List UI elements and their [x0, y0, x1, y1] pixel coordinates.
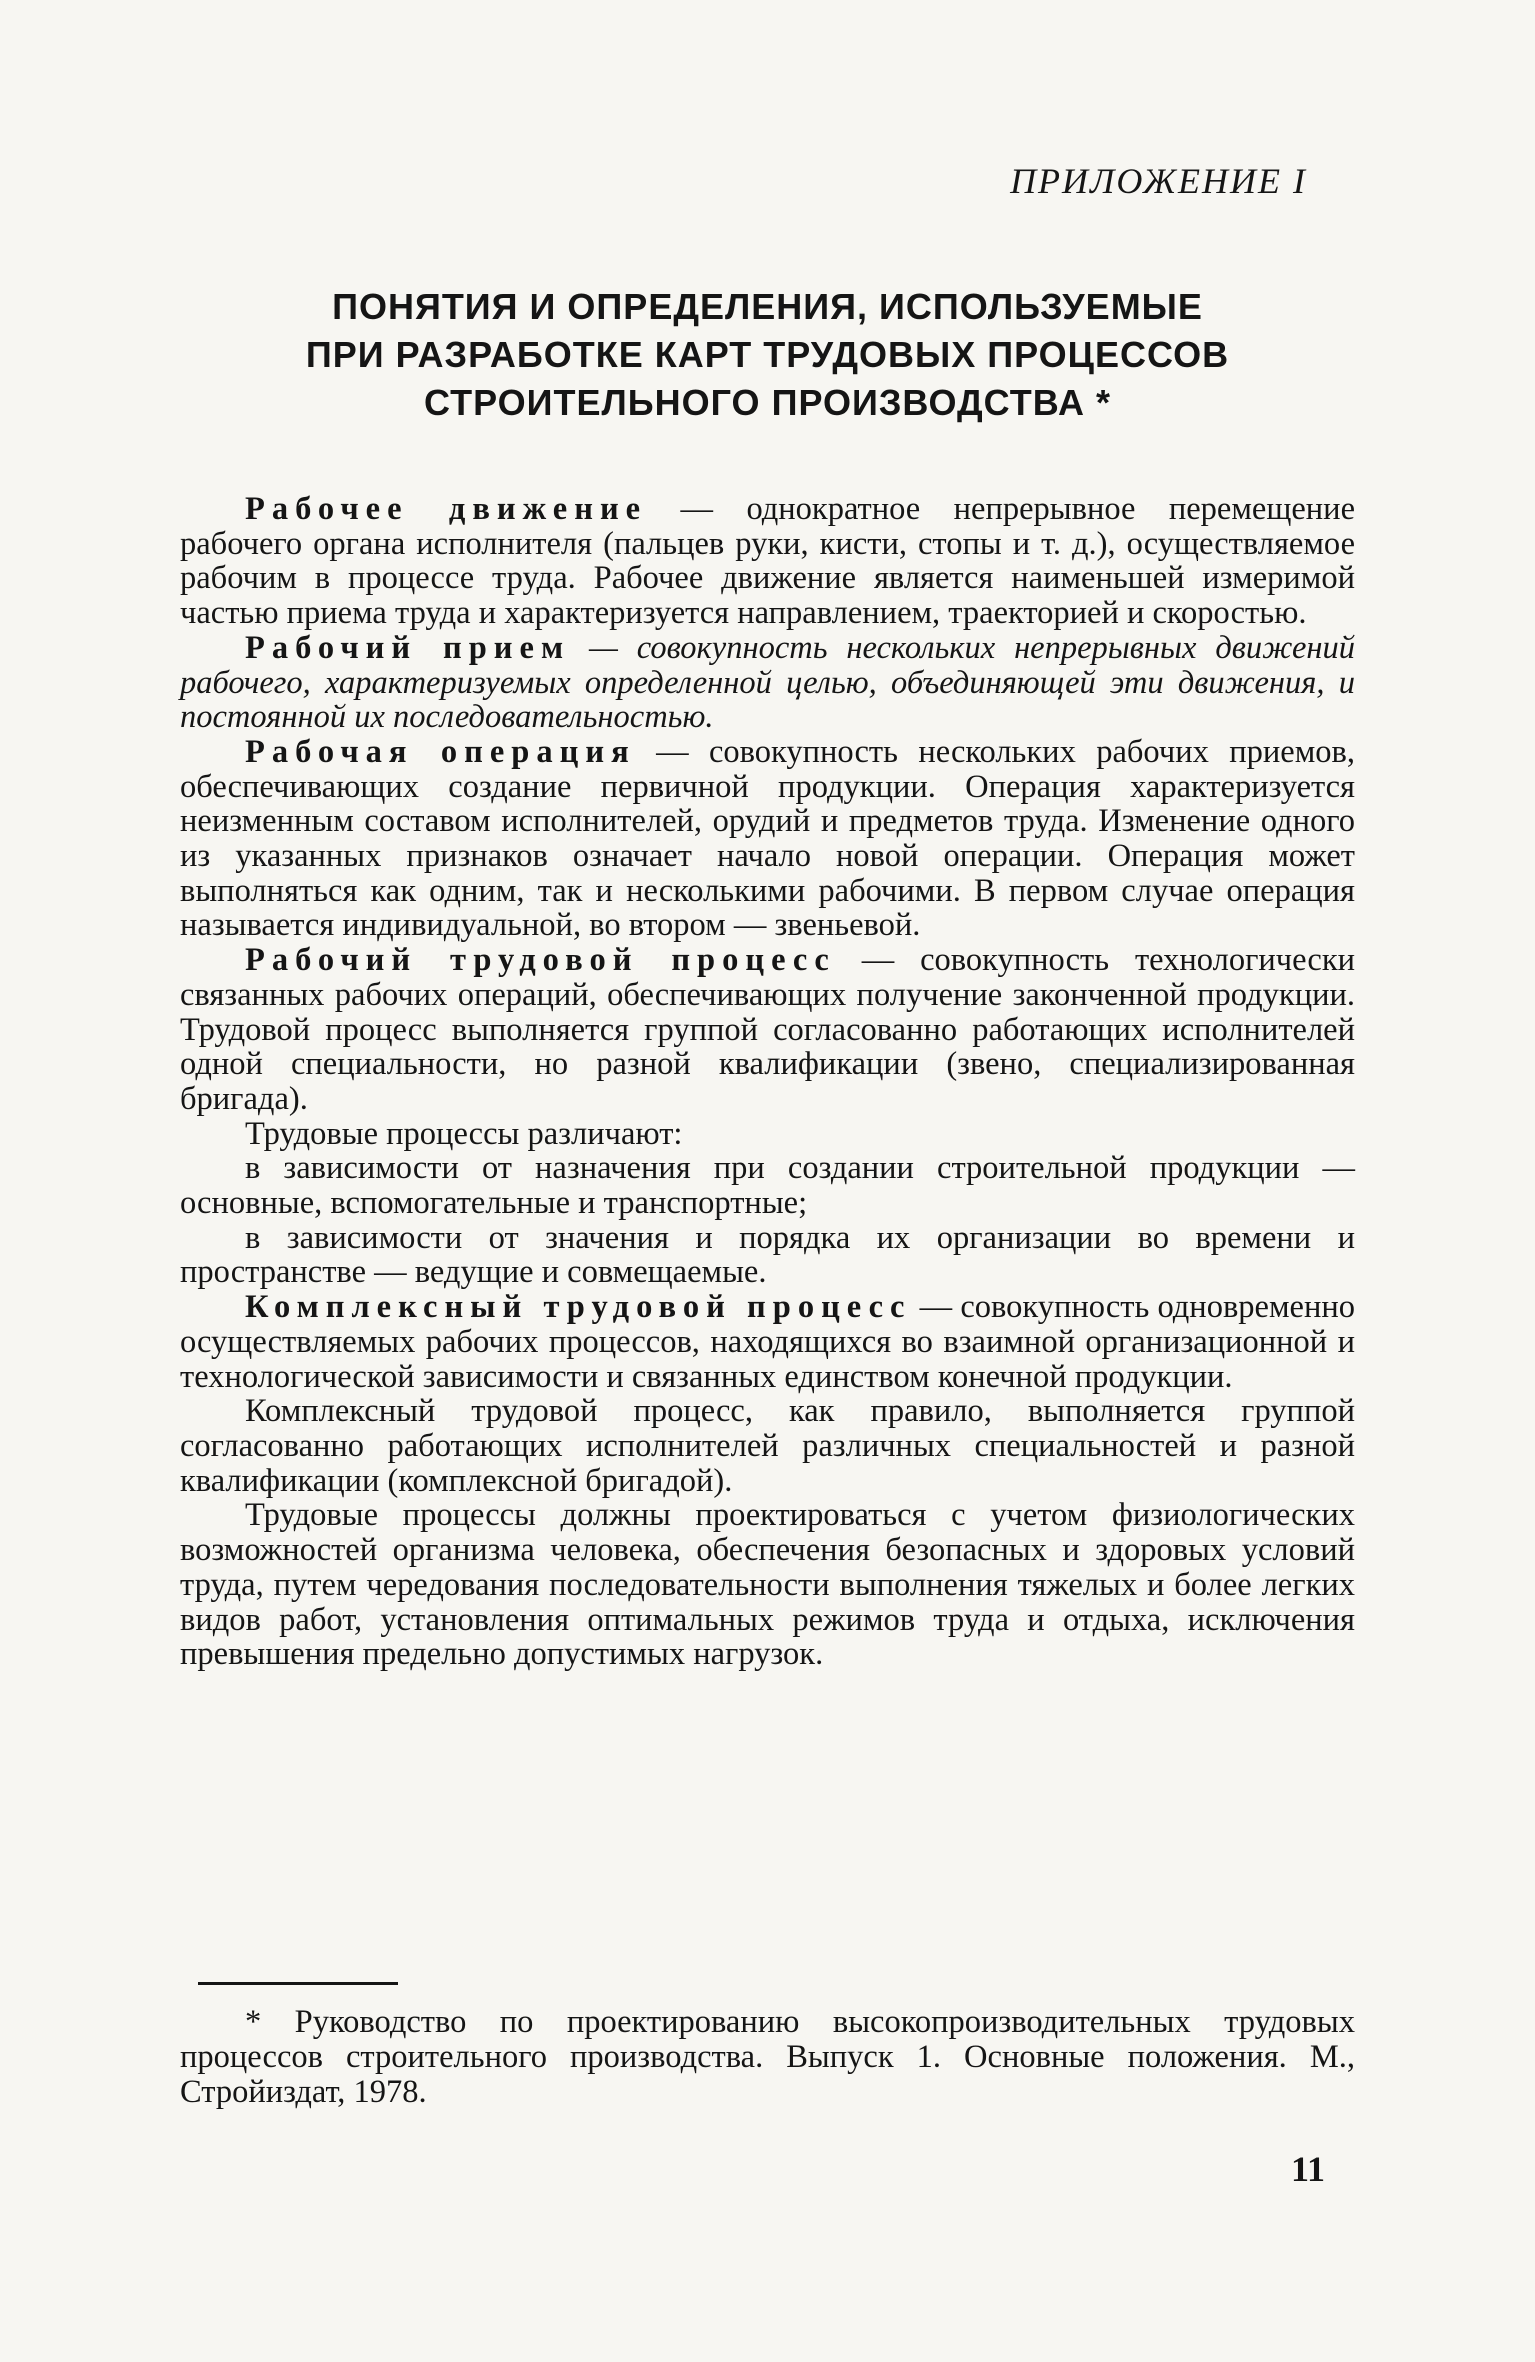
footnote-divider — [198, 1982, 398, 1985]
classification-item: в зависимости от назначения при создании строительной продукции — основные, вспомогательные и транспортные; — [180, 1150, 1355, 1222]
body-paragraph: Комплексный трудовой процесс, как правило, выполняется группой согласованно работающих исполнителей различных специальностей и разной квалификации (комплексной бригадой). — [180, 1393, 1355, 1499]
definition-text: — совокупность технологически связанных рабочих операций, обеспечивающих получение законченной продукции. Трудовой процесс выполняется группой согласованно работающих исполнителей одной специальности, но разной квалификации (звено, специализированная бригада). — [180, 942, 1355, 1117]
appendix-label: ПРИЛОЖЕНИЕ I — [1010, 161, 1307, 201]
definition-text: — совокупность нескольких рабочих приемов, обеспечивающих создание первичной продукции. Операция характеризуется неизменным составом исполнителей, орудий и предметов труда. Изменение одного из указанных признаков означает начало новой операции. Операция может выполняться как одним, так и несколькими рабочими. В первом случае операция называется индивидуальной, во втором — звеньевой. — [180, 733, 1355, 944]
body-text — [180, 492, 1355, 1672]
definition-term: Комплексный трудовой процесс — [245, 1289, 912, 1326]
definition-paragraph — [180, 492, 1355, 631]
definition-paragraph — [180, 943, 1355, 1117]
footnote — [180, 2005, 1355, 2110]
title-line-2: ПРИ РАЗРАБОТКЕ КАРТ ТРУДОВЫХ ПРОЦЕССОВ — [305, 334, 1230, 375]
definition-term: Рабочий трудовой процесс — [245, 942, 836, 979]
definition-term: Рабочее движение — [245, 491, 648, 527]
definition-text: — однократное непрерывное перемещение рабочего органа исполнителя (пальцев руки, кисти, стопы и т. д.), осуществляемое рабочим в процессе труда. Рабочее движение является наименьшей измеримой частью приема труда и характеризуется направлением, траекторией и скоростью. — [180, 491, 1355, 632]
definition-paragraph — [180, 735, 1355, 943]
definition-text: — совокупность одновременно осуществляемых рабочих процессов, находящихся во взаимной организационной и технологической зависимости и связанных единством конечной продукции. — [180, 1289, 1355, 1395]
classification-intro: Трудовые процессы различают: — [245, 1115, 683, 1152]
definition-paragraph — [180, 1290, 1355, 1394]
definition-paragraph — [180, 631, 1355, 735]
page-title — [180, 283, 1355, 427]
definition-text: — совокупность нескольких непрерывных движений рабочего, характеризуемых определенной целью, объединяющей эти движения, и постоянной их последовательностью. — [180, 629, 1356, 736]
page-number: 11 — [1290, 2149, 1325, 2189]
definition-term: Рабочая операция — [245, 733, 636, 770]
footnote-text: * Руководство по проектированию высокопроизводительных трудовых процессов строительного производства. Выпуск 1. Основные положения. М., Стройиздат, 1978. — [180, 2004, 1355, 2110]
definition-term: Рабочий прием — [245, 629, 571, 666]
title-line-1: ПОНЯТИЯ И ОПРЕДЕЛЕНИЯ, ИСПОЛЬЗУЕМЫЕ — [332, 286, 1203, 327]
classification-item: в зависимости от значения и порядка их организации во времени и пространстве — ведущие и совмещаемые. — [180, 1219, 1355, 1291]
body-paragraph: Трудовые процессы должны проектироваться с учетом физиологических возможностей организма человека, обеспечения безопасных и здоровых условий труда, путем чередования последовательности выполнения тяжелых и более легких видов работ, установления оптимальных режимов труда и отдыха, исключения превышения предельно допустимых нагрузок. — [180, 1497, 1355, 1673]
title-line-3: СТРОИТЕЛЬНОГО ПРОИЗВОДСТВА * — [423, 382, 1111, 423]
